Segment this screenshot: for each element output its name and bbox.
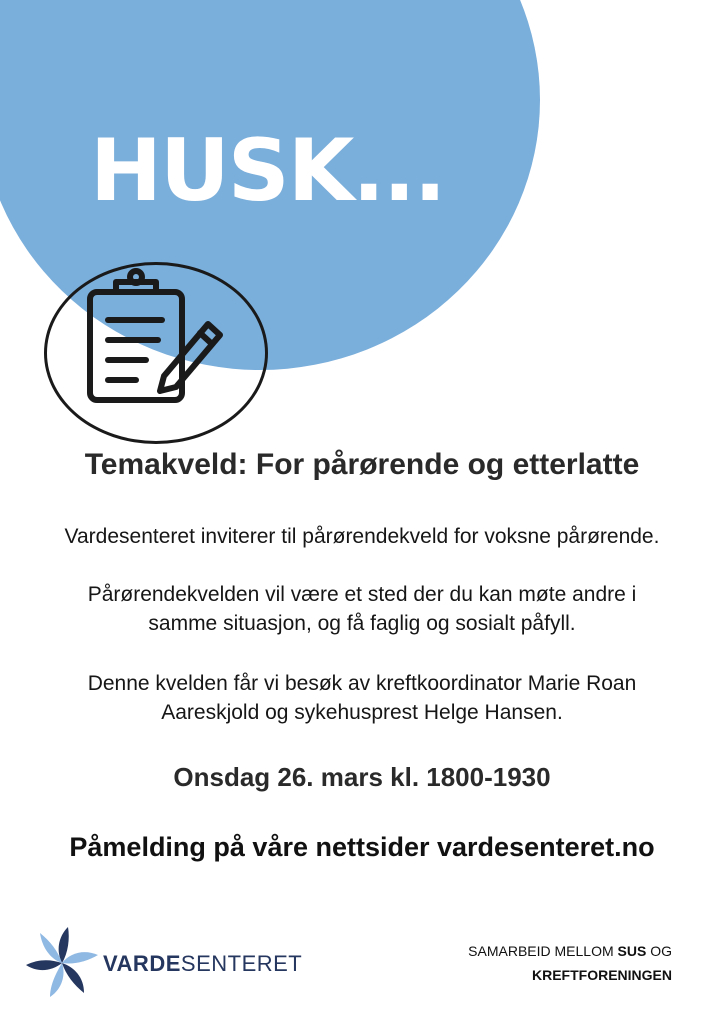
- collaboration-note: SAMARBEID MELLOM SUS OG KREFTFORENINGEN: [468, 943, 672, 983]
- vardesenteret-wordmark: VARDESENTERET: [103, 951, 303, 976]
- vardesenteret-pinwheel-logo: [22, 925, 102, 1001]
- intro-text: Vardesenteret inviterer til pårørendekveld for voksne pårørende.: [64, 525, 660, 548]
- clipboard-with-pencil-icon: [76, 264, 236, 414]
- paragraph-meet-others: Pårørendekvelden vil være et sted der du kan møte andre i samme situasjon, og få faglig og sosialt påfyll.: [87, 583, 637, 635]
- signup-text: Påmelding på våre nettsider vardesenteret.no: [69, 832, 655, 862]
- headline: HUSK...: [90, 121, 445, 221]
- event-datetime: Onsdag 26. mars kl. 1800-1930: [173, 762, 551, 792]
- paragraph-visitors: Denne kvelden får vi besøk av kreftkoordinator Marie Roan Aareskjold og sykehusprest Helge Hansen.: [87, 672, 637, 724]
- event-title: Temakveld: For pårørende og etterlatte: [84, 448, 640, 481]
